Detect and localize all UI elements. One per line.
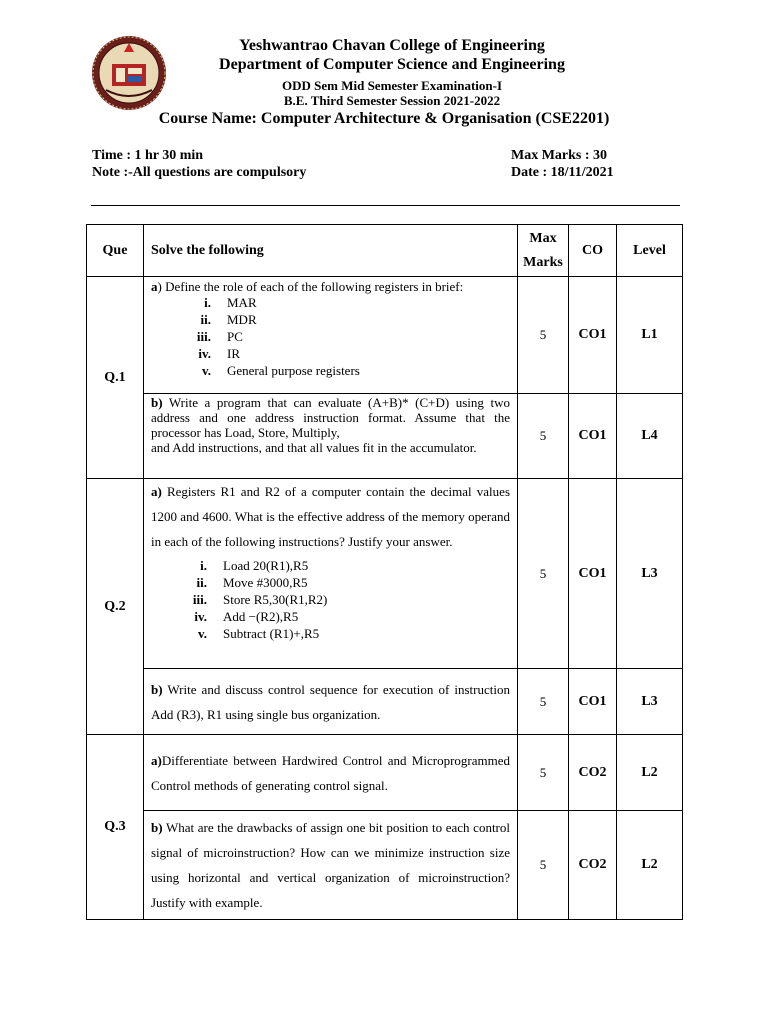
text-span: Store R5,30(R1,R2) xyxy=(223,592,328,607)
text-span: b) xyxy=(151,820,163,835)
session-info: B.E. Third Semester Session 2021-2022 xyxy=(283,93,501,108)
marks-cell: 5 xyxy=(518,277,569,394)
level-cell: L3 xyxy=(617,479,683,669)
co-cell: CO1 xyxy=(569,669,617,735)
text-span: ) Define the role of each of the following registers in brief: xyxy=(157,279,464,294)
table-row xyxy=(87,735,683,811)
level-cell: L1 xyxy=(617,277,683,394)
table-row xyxy=(87,669,683,735)
text-span: iv. xyxy=(194,609,207,624)
list-item xyxy=(151,608,510,625)
question-table xyxy=(86,224,683,920)
text-span: v. xyxy=(197,626,207,641)
text-span: a) xyxy=(151,484,162,499)
table-row xyxy=(87,394,683,479)
question-number: Q.3 xyxy=(87,735,144,920)
header-divider xyxy=(91,205,680,206)
text-span: Subtract (R1)+,R5 xyxy=(223,626,320,641)
list-item xyxy=(151,345,510,362)
text-span: v. xyxy=(201,363,211,378)
text-span: General purpose registers xyxy=(227,363,360,378)
text-span: iii. xyxy=(192,592,207,607)
table-row xyxy=(87,479,683,669)
text-span: Registers R1 and R2 of a computer contain the decimal values 1200 and 4600. What is the effective address of the memory operand in each of the following instructions? Justify your answer. xyxy=(151,484,510,549)
text-span: What are the drawbacks of assign one bit position to each control signal of microinstruction? How can we minimize instruction size using horizontal and vertical organization of microinstruction? Justify with example. xyxy=(151,820,510,910)
marks-cell: 5 xyxy=(518,735,569,811)
question-text xyxy=(144,735,518,811)
text-span: Write and discuss control sequence for execution of instruction Add (R3), R1 using single bus organization. xyxy=(151,681,510,722)
text-span: ii. xyxy=(196,575,207,590)
list-item xyxy=(151,557,510,574)
text-span: ii. xyxy=(200,312,211,327)
list-item xyxy=(151,294,510,311)
text-span: a xyxy=(151,279,158,294)
text-span: i. xyxy=(200,558,207,573)
exam-date: Date : 18/11/2021 xyxy=(511,165,614,180)
register-list xyxy=(151,294,510,379)
level-cell: L3 xyxy=(617,669,683,735)
college-name: Yeshwantrao Chavan College of Engineering xyxy=(239,37,545,54)
header-co: CO xyxy=(569,225,617,277)
marks-cell: 5 xyxy=(518,811,569,920)
text-span: a) xyxy=(151,752,162,768)
table-row xyxy=(87,277,683,394)
marks-cell: 5 xyxy=(518,479,569,669)
list-item xyxy=(151,625,510,642)
text-span: Max Marks xyxy=(523,230,563,270)
text-span: i. xyxy=(204,295,211,310)
marks-cell: 5 xyxy=(518,394,569,479)
level-cell: L4 xyxy=(617,394,683,479)
co-cell: CO1 xyxy=(569,479,617,669)
text-span: MDR xyxy=(227,312,257,327)
list-item xyxy=(151,362,510,379)
level-cell: L2 xyxy=(617,811,683,920)
text-span: Add −(R2),R5 xyxy=(223,609,299,624)
text-span: IR xyxy=(227,346,240,361)
list-item xyxy=(151,328,510,345)
text-span: b) xyxy=(151,681,163,697)
text-span: Differentiate between Hardwired Control and Microprogrammed Control methods of generating control signal. xyxy=(151,752,510,793)
text-span: iv. xyxy=(198,346,211,361)
exam-name: ODD Sem Mid Semester Examination-I xyxy=(281,78,503,93)
max-marks: Max Marks : 30 xyxy=(511,148,608,163)
list-item xyxy=(151,591,510,608)
text-span: Write a program that can evaluate (A+B)* (C+D) using two address and one address instruction format. Assume that the processor has Load, Store, Multiply, xyxy=(151,395,510,440)
co-cell: CO1 xyxy=(569,394,617,479)
question-text xyxy=(144,811,518,920)
text-span: PC xyxy=(227,329,243,344)
question-number: Q.1 xyxy=(87,277,144,479)
marks-cell: 5 xyxy=(518,669,569,735)
header-solve: Solve the following xyxy=(144,225,518,277)
header-que: Que xyxy=(87,225,144,277)
question-number: Q.2 xyxy=(87,479,144,735)
course-name: Course Name: Computer Architecture & Organisation (CSE2201) xyxy=(158,110,610,127)
text-span: b) xyxy=(151,395,163,410)
list-item xyxy=(151,311,510,328)
level-cell: L2 xyxy=(617,735,683,811)
exam-time: Time : 1 hr 30 min xyxy=(92,148,204,163)
text-span: MAR xyxy=(227,295,257,310)
header-max-marks xyxy=(518,225,569,277)
text-span: iii. xyxy=(196,329,211,344)
text-span: Load 20(R1),R5 xyxy=(223,558,309,573)
header-level: Level xyxy=(617,225,683,277)
co-cell: CO2 xyxy=(569,811,617,920)
co-cell: CO2 xyxy=(569,735,617,811)
text-span: Move #3000,R5 xyxy=(223,575,308,590)
question-text xyxy=(144,277,518,394)
exam-note: Note :-All questions are compulsory xyxy=(92,165,307,180)
co-cell: CO1 xyxy=(569,277,617,394)
list-item xyxy=(151,574,510,591)
question-text xyxy=(144,479,518,669)
instruction-list xyxy=(151,557,510,642)
question-text xyxy=(144,669,518,735)
table-row xyxy=(87,811,683,920)
text-span: and Add instructions, and that all values fit in the accumulator. xyxy=(151,440,477,455)
table-header-row xyxy=(87,225,683,277)
question-text xyxy=(144,394,518,479)
department-name: Department of Computer Science and Engineering xyxy=(219,56,565,73)
